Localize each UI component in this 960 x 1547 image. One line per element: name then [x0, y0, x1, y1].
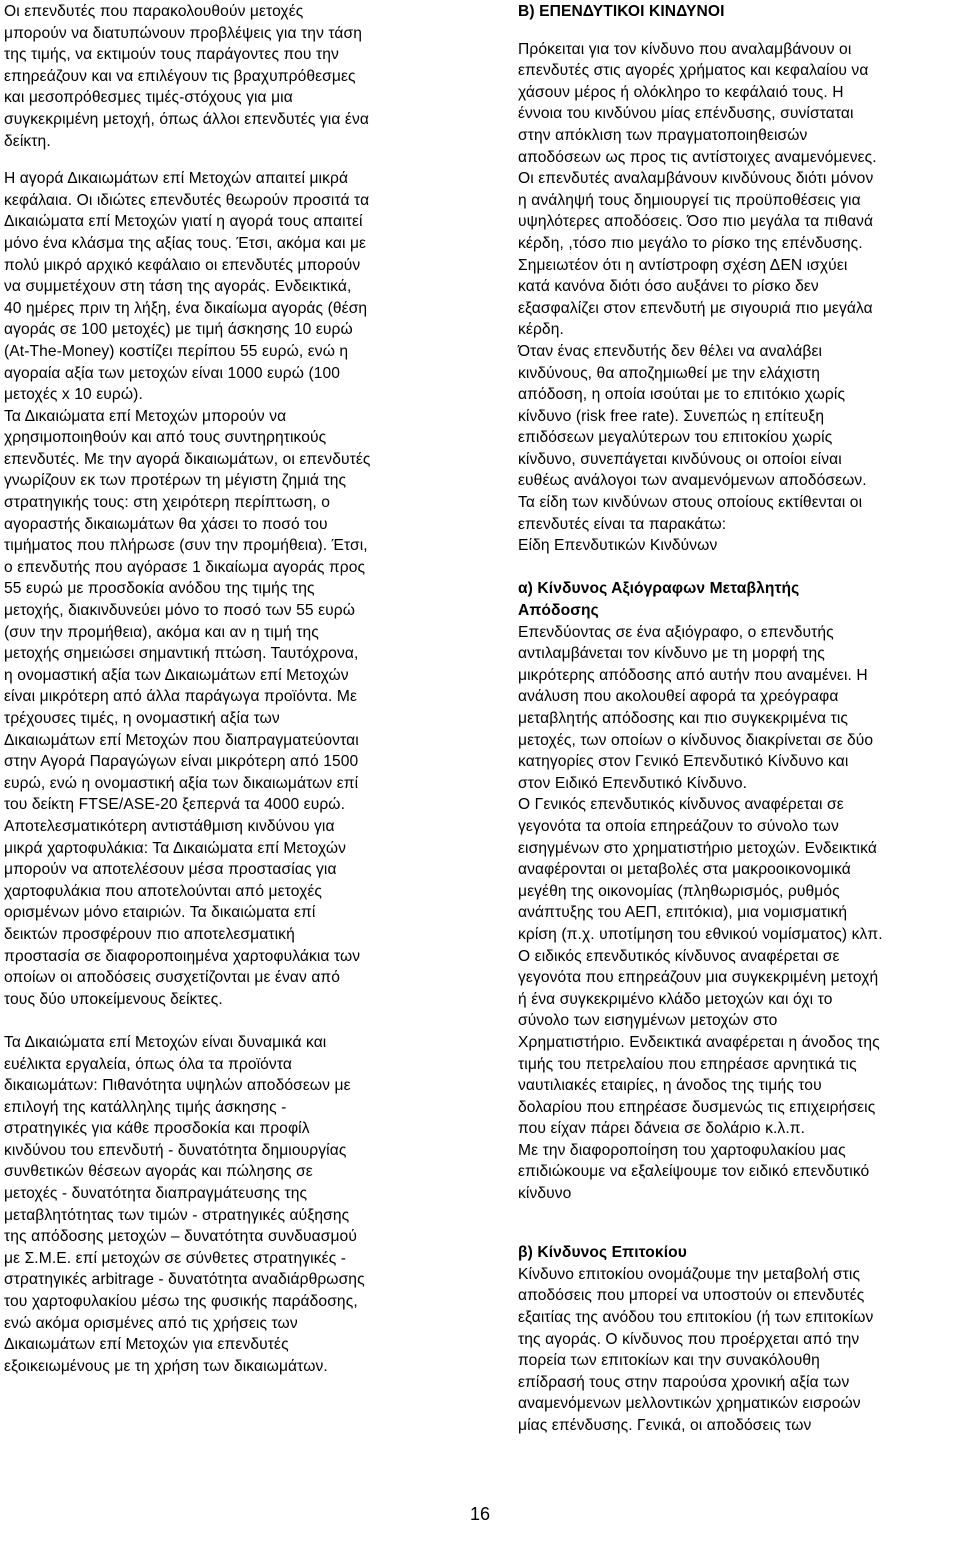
text-line: στρατηγικές arbitrage - δυνατότητα αναδιάρθρωσης — [4, 1271, 365, 1289]
text-line: γνωρίζουν εκ των προτέρων τη μέγιστη ζημιά της — [4, 472, 347, 490]
text-line: σύνολο των εισηγμένων μετοχών στο — [518, 1012, 778, 1030]
text-line: αποδόσεων ως προς τις αντίστοιχες αναμενόμενες. — [518, 148, 877, 166]
text-line: και μεσοπρόθεσμες τιμές-στόχους για μια — [4, 89, 293, 107]
text-line: του δείκτη FTSE/ASE-20 ξεπερνά τα 4000 ευρώ. — [4, 796, 346, 814]
text-line: η ονομαστική αξία των Δικαιωμάτων επί Μετοχών — [4, 666, 349, 684]
section-heading: Β) ΕΠΕΝΔΥΤΙΚΟΙ ΚΙΝΔΥΝΟΙ — [518, 3, 725, 20]
text-line: αγοραία αξία των μετοχών είναι 1000 ευρώ (100 — [4, 364, 341, 382]
text-line: μικρά χαρτοφυλάκια: Τα Δικαιώματα επί Μετοχών — [4, 839, 346, 857]
text-line: η ανάληψή τους δημιουργεί τις προϋποθέσεις για — [518, 191, 861, 209]
text-line: εξασφαλίζει στον επενδυτή με σιγουριά πιο μεγάλα — [518, 299, 873, 317]
paragraph-dynamic-tools — [4, 1032, 456, 1378]
text-line: εξαιτίας της ανόδου του επιτοκίου (ή των επιτοκίων — [518, 1309, 874, 1327]
text-line: μίας επένδυσης. Γενικά, οι αποδόσεις των — [518, 1417, 812, 1434]
text-line: Χρηματιστήριο. Ενδεικτικά αναφέρεται η άνοδος της — [518, 1033, 880, 1051]
text-line: κινδύνου του επενδυτή - δυνατότητα δημιουργίας — [4, 1141, 347, 1159]
text-line: μετοχές x 10 ευρώ). — [4, 386, 143, 404]
text-line: της απόδοσης μετοχών – δυνατότητα συνδυασμού — [4, 1228, 357, 1246]
paragraph-spacer — [518, 1205, 960, 1227]
text-line: γεγονότα που επηρεάζουν μια συγκεκριμένη μετοχή — [518, 969, 879, 987]
text-line: μεταβλητής απόδοσης και πιο συγκεκριμένα τις — [518, 710, 849, 727]
text-line: Τα είδη των κινδύνων στους οποίους εκτίθενται οι — [518, 494, 863, 512]
text-line: ο επενδυτής που αγόρασε 1 δικαίωμα αγοράς προς — [4, 558, 366, 576]
page-number: 16 — [469, 1504, 491, 1524]
text-line: μετοχής σημειώσει σημαντική πτώση. Ταυτόχρονα, — [4, 645, 359, 663]
text-line: συγκεκριμένη μετοχή, όπως άλλοι επενδυτές για ένα — [4, 110, 369, 128]
paragraph-small-capital — [4, 168, 456, 1010]
text-line: με Σ.Μ.Ε. επί μετοχών σε σύνθετες στρατηγικές - — [4, 1249, 347, 1267]
text-line: τιμής του πετρελαίου που επηρέασε αρνητικά τις — [518, 1055, 857, 1073]
text-line: στην Αγορά Παραγώγων είναι μικρότερη από 1500 — [4, 753, 359, 771]
text-line: Η αγορά Δικαιωμάτων επί Μετοχών απαιτεί μικρά — [4, 170, 349, 188]
text-line: είναι μικρότερη από άλλα παράγωγα προϊόντα. Με — [4, 688, 358, 706]
text-line: αντιλαμβάνεται τον κίνδυνο με τη μορφή της — [518, 645, 825, 663]
text-line: ενώ ακόμα ορισμένες από τις χρήσεις των — [4, 1314, 298, 1332]
text-line: δεικτών προσφέρουν πιο αποτελεσματική — [4, 925, 295, 943]
text-line: της τιμής, να εκτιμούν τους παράγοντες που την — [4, 46, 339, 64]
text-line: μπορούν να αποτελέσουν μέσα προστασίας για — [4, 861, 337, 879]
text-line: έννοια του κινδύνου μίας επένδυσης, συνίσταται — [518, 105, 854, 123]
text-line: αγοραστής δικαιωμάτων θα χάσει το ποσό του — [4, 515, 328, 533]
text-line: επενδυτές στις αγορές χρήματος και κεφαλαίου να — [518, 62, 869, 80]
text-line: στον Ειδικό Επενδυτικό Κίνδυνο. — [518, 774, 748, 792]
text-line: χαρτοφυλάκια που αποτελούνται από μετοχές — [4, 882, 323, 900]
text-line: κινδύνους, θα αποζημιωθεί με την ελάχιστη — [518, 364, 820, 382]
text-line: υψηλότερες αποδόσεις. Όσο πιο μεγάλα τα πιθανά — [518, 213, 874, 231]
text-line: ή ένα συγκεκριμένο κλάδο μετοχών και όχι το — [518, 990, 833, 1008]
text-line: Ο Γενικός επενδυτικός κίνδυνος αναφέρεται σε — [518, 796, 844, 814]
text-line: αγοράς σε 100 μετοχές) με τιμή άσκησης 10 ευρώ — [4, 321, 353, 339]
text-line: κίνδυνο, συνεπάγεται κινδύνους οι οποίοι είναι — [518, 450, 842, 468]
text-line: κατηγορίες στον Γενικό Επενδυτικό Κίνδυνο και — [518, 753, 849, 771]
text-line: Επενδύοντας σε ένα αξιόγραφο, ο επενδυτής — [518, 623, 834, 641]
paragraph-spacer — [518, 23, 960, 39]
text-line: δικαιωμάτων: Πιθανότητα υψηλών αποδόσεων με — [4, 1077, 351, 1095]
text-line: επιλογή της κατάλληλης τιμής άσκησης - — [4, 1098, 287, 1116]
text-line: Με την διαφοροποίηση του χαρτοφυλακίου μας — [518, 1141, 846, 1159]
paragraph-spacer — [518, 557, 960, 579]
text-line: δολαρίου που επηρέασε δυσμενώς τις επιχειρήσεις — [518, 1098, 876, 1116]
text-line: Δικαιωμάτων επί Μετοχών που διαπραγματεύονται — [4, 731, 359, 749]
text-line: τρέχουσες τιμές, η ονομαστική αξία των — [4, 710, 280, 727]
text-line: 55 ευρώ με προσδοκία ανόδου της τιμής της — [4, 580, 315, 598]
section-a-title — [518, 578, 960, 621]
text-line: τιμήματος που πλήρωσε (συν την προμήθεια). Έτσι, — [4, 537, 368, 555]
text-line: κίνδυνο — [518, 1185, 572, 1203]
text-line: οποίων οι αποδόσεις συσχετίζονται με έναν από — [4, 969, 341, 987]
text-line: Οι επενδυτές αναλαμβάνουν κινδύνους διότι μόνον — [518, 170, 874, 188]
text-line: στρατηγικές για κάθε προσδοκία και προφίλ — [4, 1120, 310, 1138]
text-line: ευρώ, ενώ η ονομαστική αξία των δικαιωμάτων επί — [4, 774, 359, 792]
text-line: μόνο ένα κλάσμα της αξίας τους. Έτσι, ακόμα και με — [4, 234, 367, 252]
text-line: του χαρτοφυλακίου μέσω της φυσικής παράδοσης, — [4, 1293, 358, 1311]
text-line: συνθετικών θέσεων αγοράς και πώλησης σε — [4, 1163, 313, 1181]
text-line: 40 ημέρες πριν τη λήξη, ένα δικαίωμα αγοράς (θέση — [4, 299, 368, 317]
text-line: δείκτη. — [4, 132, 51, 150]
text-line: που είχαν πάρει δάνεια σε δολάριο κ.λ.π. — [518, 1120, 806, 1138]
paragraph-spacer — [4, 1010, 456, 1032]
paragraph-section-a — [518, 622, 960, 1205]
text-line: της αγοράς. Ο κίνδυνος που προέρχεται από την — [518, 1330, 860, 1348]
text-line: πορεία των επιτοκίων και την συνακόλουθη — [518, 1352, 820, 1370]
left-column — [4, 0, 456, 1377]
text-line: στην απόκλιση των πραγματοποιηθεισών — [518, 126, 808, 144]
text-line: τους δύο υποκείμενους δείκτες. — [4, 990, 223, 1008]
text-line: κρίση (π.χ. υποτίμηση του εθνικού νομίσματος) κλπ. — [518, 925, 883, 943]
text-line: μετοχές, των οποίων ο κίνδυνος διακρίνεται σε δύο — [518, 731, 874, 749]
text-line: κατά κανόνα διότι όσο αυξάνει το ρίσκο δεν — [518, 278, 819, 296]
text-line: Δικαιώματα επί Μετοχών γιατί η αγορά τους απαιτεί — [4, 213, 363, 231]
section-b-title: β) Κίνδυνος Επιτοκίου — [518, 1244, 687, 1262]
text-line: Δικαιωμάτων επί Μετοχών για επενδυτές — [4, 1336, 289, 1354]
paragraph-risk-intro — [518, 39, 960, 557]
text-line: απόδοση, η οποία ισούται με το επιτόκιο χωρίς — [518, 386, 846, 404]
text-line: Όταν ένας επενδυτής δεν θέλει να αναλάβει — [518, 342, 823, 360]
text-line: μετοχές - δυνατότητα διαπραγμάτευσης της — [4, 1185, 308, 1203]
text-line: χρησιμοποιηθούν και από τους συντηρητικούς — [4, 429, 327, 447]
text-line: γεγονότα τα οποία επηρεάζουν το σύνολο των — [518, 817, 839, 835]
text-line: Ο ειδικός επενδυτικός κίνδυνος αναφέρεται σε — [518, 947, 840, 965]
text-line: εξοικειωμένους με τη χρήση των δικαιωμάτων. — [4, 1357, 328, 1375]
text-line: προστασία σε διαφοροποιημένα χαρτοφυλάκια των — [4, 947, 361, 965]
text-line: επενδυτές. Με την αγορά δικαιωμάτων, οι επενδυτές — [4, 450, 371, 468]
text-line: επίδρασή τους στην παρούσα χρονική αξία των — [518, 1373, 850, 1391]
text-line: (At-The-Money) κοστίζει περίπου 55 ευρώ, ενώ η — [4, 342, 349, 360]
text-line: μπορούν να διατυπώνουν προβλέψεις για την τάση — [4, 24, 363, 42]
text-line: μεταβλητότητας των τιμών - στρατηγικές αύξησης — [4, 1206, 350, 1224]
text-line: πολύ μικρό αρχικό κεφάλαιο οι επενδυτές μπορούν — [4, 256, 361, 274]
text-line: κέρδη. — [518, 321, 564, 339]
paragraph-spacer — [4, 152, 456, 168]
text-line: ευθέως ανάλογοι των αναμενόμενων αποδόσεων. — [518, 472, 867, 490]
text-line: εισηγμένων στο χρηματιστήριο μετοχών. Ενδεικτικά — [518, 839, 877, 857]
paragraph-investors-forecast — [4, 1, 456, 152]
text-line: Αποτελεσματικότερη αντιστάθμιση κινδύνου για — [4, 817, 335, 835]
text-line: αναφέρονται οι μεταβολές στα μακροοικονομικά — [518, 861, 851, 879]
text-line: ευέλικτα εργαλεία, όπως όλα τα προϊόντα — [4, 1055, 292, 1073]
text-line: να συμμετέχουν στη τάση της αγοράς. Ενδεικτικά, — [4, 278, 352, 296]
text-line: χάσουν μέρος ή ολόκληρο το κεφάλαιό τους. Η — [518, 83, 844, 101]
text-line: μετοχής, διακινδυνεύει μόνο το ποσό των 55 ευρώ — [4, 602, 356, 620]
text-line: αναμενόμενων μελλοντικών χρηματικών εισροών — [518, 1395, 861, 1413]
paragraph-section-b — [518, 1264, 960, 1437]
text-line: ναυτιλιακές εταιρίες, η άνοδος της τιμής του — [518, 1077, 822, 1095]
text-line: αποδόσεις που μπορεί να υποστούν οι επενδυτές — [518, 1287, 865, 1305]
text-line: Απόδοσης — [518, 602, 599, 620]
text-line: κέρδη, ,τόσο πιο μεγάλο το ρίσκο της επένδυσης. — [518, 234, 863, 252]
text-line: στρατηγικής τους: στη χειρότερη περίπτωση, ο — [4, 494, 331, 512]
text-line: Είδη Επενδυτικών Κινδύνων — [518, 537, 718, 555]
text-line: ορισμένων μόνο εταιριών. Τα δικαιώματα επί — [4, 904, 316, 922]
text-line: κεφάλαια. Οι ιδιώτες επενδυτές θεωρούν προσιτά τα — [4, 191, 370, 209]
text-line: Σημειωτέον ότι η αντίστροφη σχέση ΔΕΝ ισχύει — [518, 256, 848, 274]
text-line: Πρόκειται για τον κίνδυνο που αναλαμβάνουν οι — [518, 40, 852, 58]
right-column — [518, 0, 960, 1437]
text-line: Τα Δικαιώματα επί Μετοχών είναι δυναμικά και — [4, 1033, 327, 1051]
text-line: μεγέθη της οικονομίας (πληθωρισμός, ρυθμός — [518, 882, 840, 900]
text-line: Κίνδυνο επιτοκίου ονομάζουμε την μεταβολή στις — [518, 1265, 861, 1283]
text-line: Τα Δικαιώματα επί Μετοχών μπορούν να — [4, 407, 287, 425]
text-line: α) Κίνδυνος Αξιόγραφων Μεταβλητής — [518, 580, 800, 598]
text-line: Οι επενδυτές που παρακολουθούν μετοχές — [4, 3, 304, 20]
text-line: κίνδυνο (risk free rate). Συνεπώς η επίτευξη — [518, 407, 825, 425]
paragraph-spacer — [518, 1226, 960, 1242]
text-line: ανάπτυξης του ΑΕΠ, επιτόκια), μια νομισματική — [518, 904, 848, 922]
text-line: μικρότερης απόδοσης από αυτήν που αναμένει. Η — [518, 666, 868, 684]
text-line: ανάλυση που ακολουθεί αφορά τα χρεόγραφα — [518, 688, 839, 706]
text-line: επηρεάζουν και να επιλέγουν τις βραχυπρόθεσμες — [4, 67, 356, 85]
text-line: επιδιώκουμε να εξαλείψουμε τον ειδικό επενδυτικό — [518, 1163, 870, 1181]
text-line: επιδόσεων μεγαλύτερων του επιτοκίου χωρίς — [518, 429, 833, 447]
text-line: (συν την προμήθεια), ακόμα και αν η τιμή της — [4, 623, 319, 641]
text-line: επενδυτές είναι τα παρακάτω: — [518, 515, 727, 533]
